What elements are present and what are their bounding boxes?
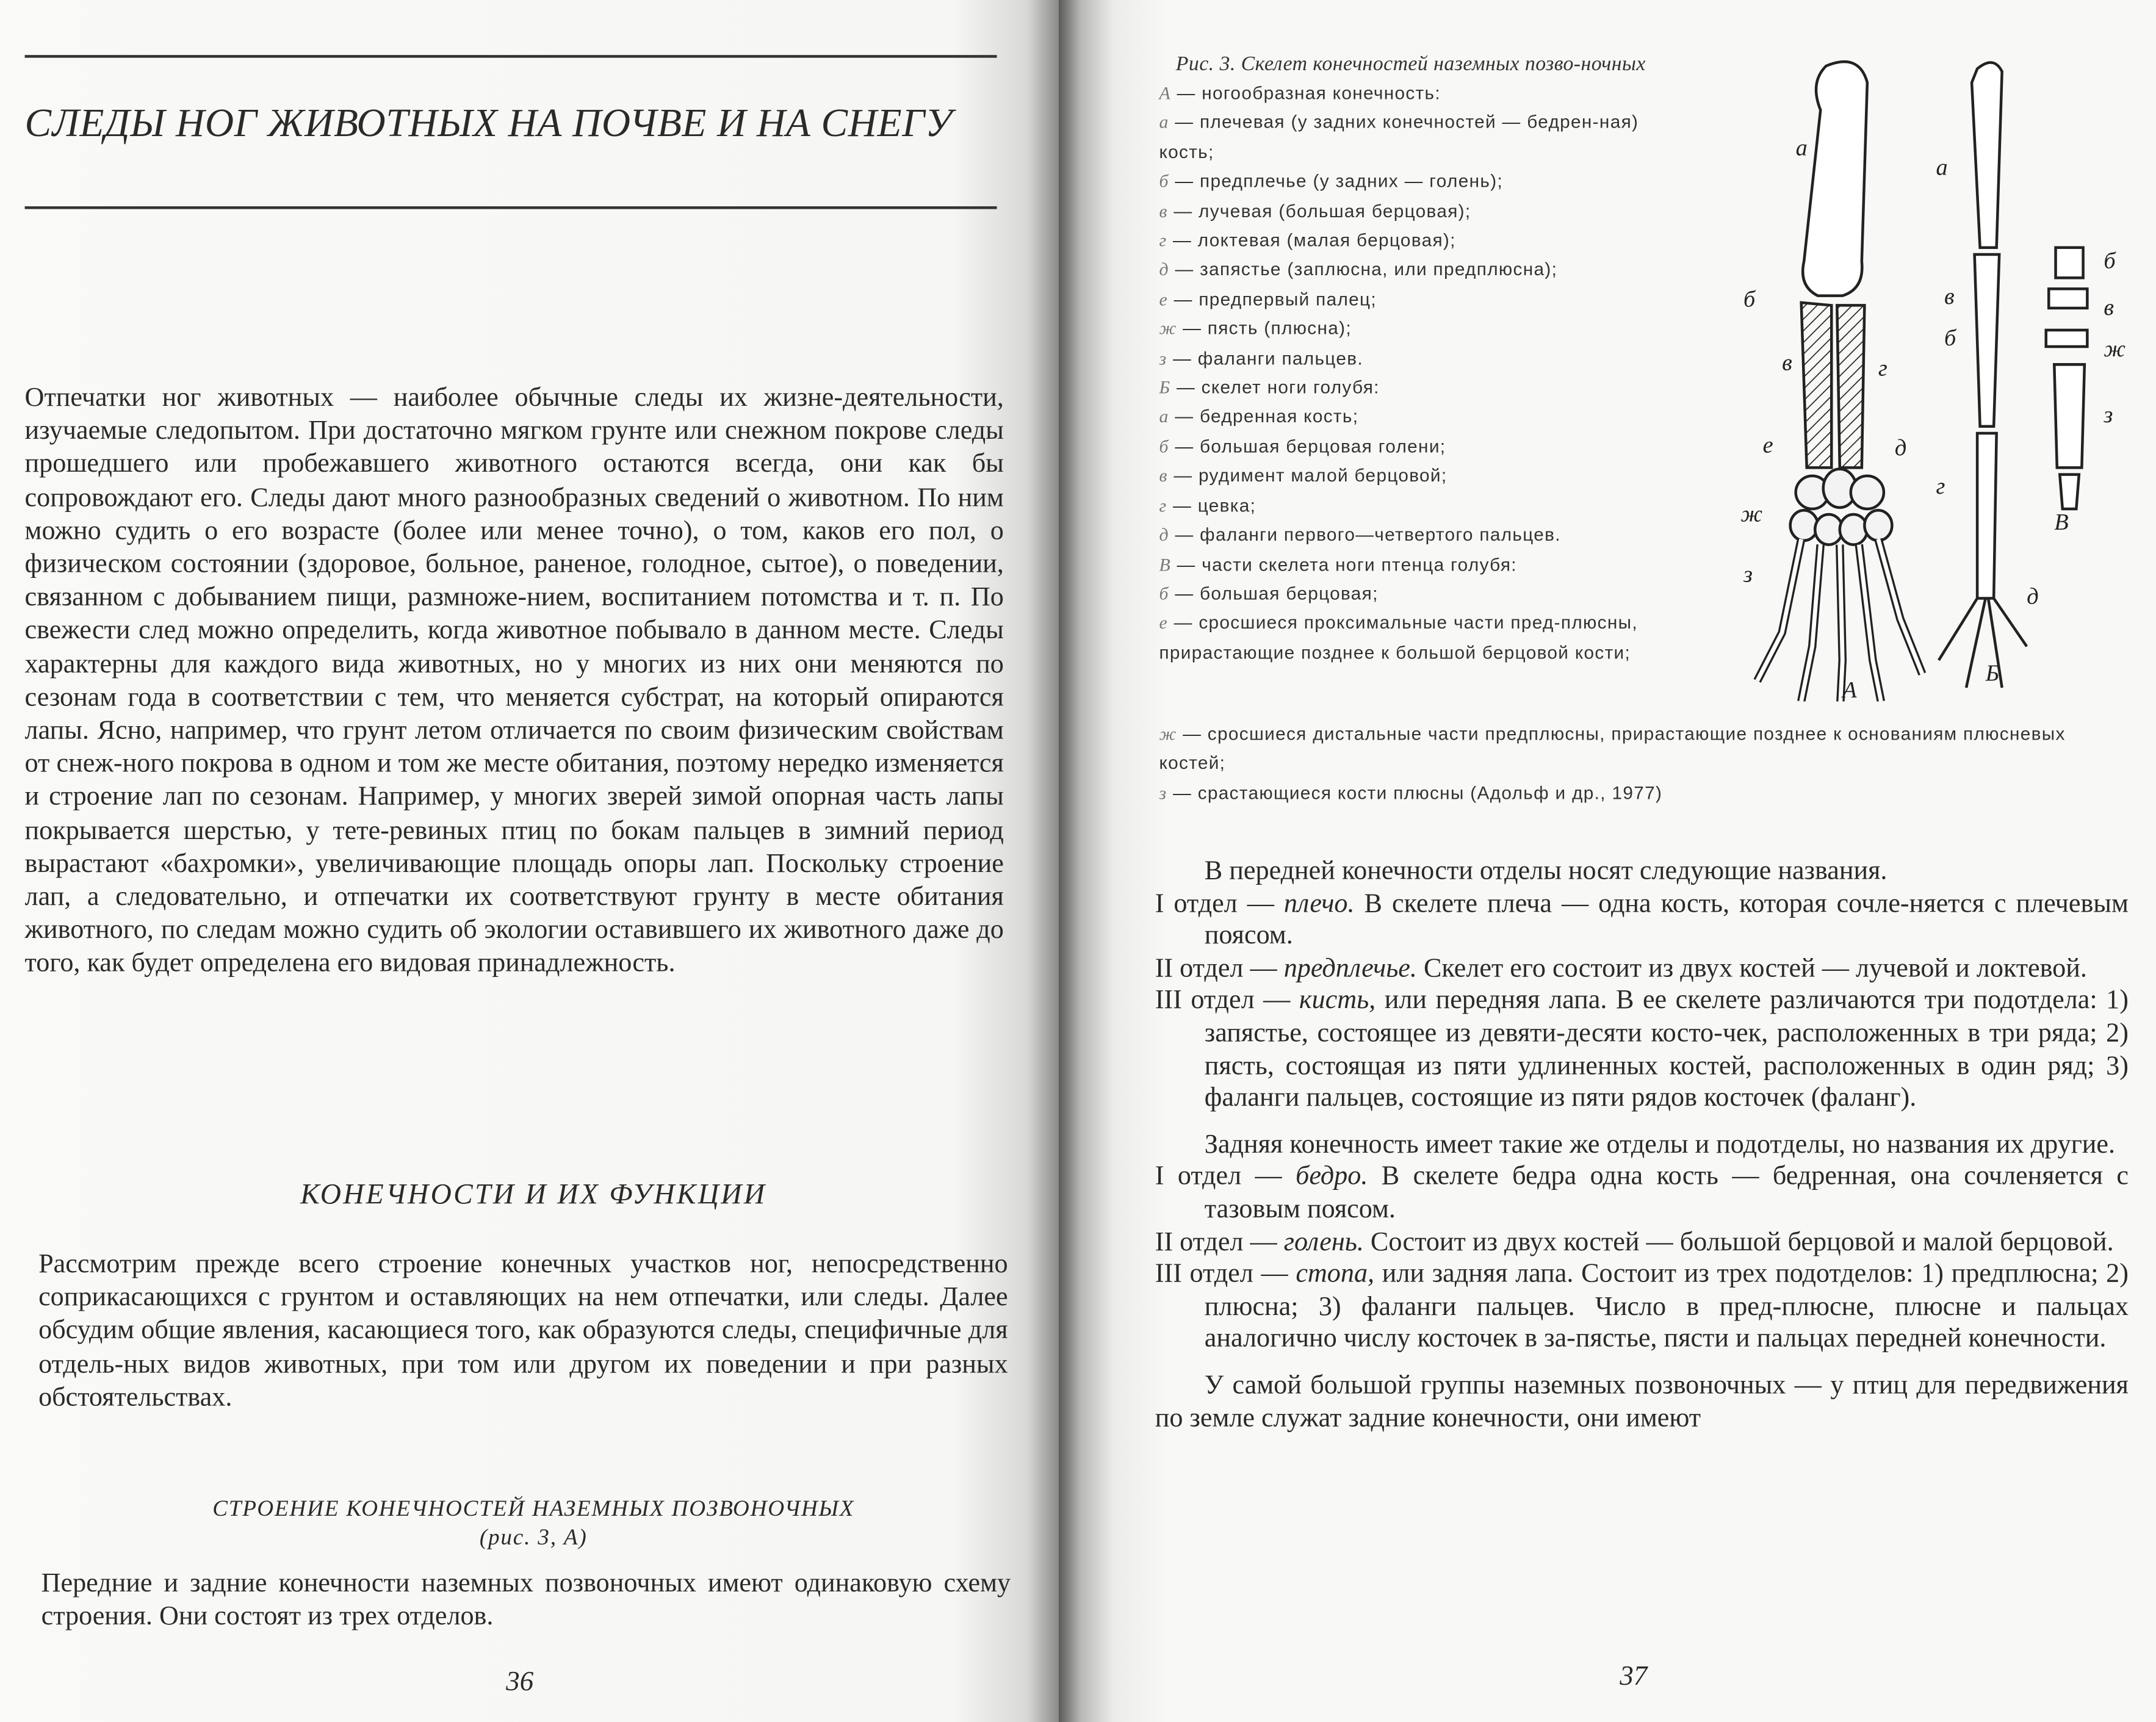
left-page: [0, 0, 1059, 1722]
figure-label: б: [1743, 286, 1756, 312]
caption-key: б: [1159, 583, 1169, 604]
caption-dash: —: [1167, 229, 1198, 251]
section-number: III: [1155, 1259, 1182, 1289]
limb-skeleton-figure: [1705, 55, 2145, 701]
caption-text: сросшиеся дистальные части предплюсны, прирастающие позднее к основаниям плюсневых костей;: [1159, 723, 2066, 774]
caption-item: [1159, 520, 1662, 549]
section-head: отдел —: [1191, 986, 1299, 1016]
caption-key: Б: [1159, 376, 1171, 398]
hind-intro: Задняя конечность имеет такие же отделы и подотделы, но названия их другие.: [1204, 1130, 2116, 1159]
section-head: отдел —: [1177, 1162, 1296, 1192]
section-text: или задняя лапа. Состоит из трех подотделов: 1) предплюсна; 2) плюсна; 3) фаланги пальцев. Число в пред-плюсне, плюсне и пальцах аналогично числу косточек в за-пястье, пясти и пальцах передней конечности.: [1204, 1259, 2129, 1354]
figure-label: а: [1795, 134, 1808, 161]
caption-key: а: [1159, 406, 1169, 427]
section-item: [1155, 953, 2129, 985]
caption-item: [1159, 431, 1662, 461]
forelimb-text: [1155, 856, 2129, 1435]
caption-key: з: [1159, 782, 1167, 803]
caption-item: [1159, 78, 1662, 107]
caption-text: скелет ноги голубя:: [1201, 376, 1380, 398]
caption-dash: —: [1169, 406, 1200, 427]
caption-key: д: [1159, 524, 1169, 545]
caption-item: [1159, 226, 1662, 255]
section-item: [1155, 985, 2129, 1115]
section-item: [1155, 888, 2129, 953]
caption-text: большая берцовая;: [1200, 583, 1379, 604]
caption-item: [1159, 196, 1662, 225]
caption-text: бедренная кость;: [1199, 406, 1359, 427]
figure-label: в: [1944, 283, 1955, 310]
section-term: плечо.: [1283, 889, 1355, 918]
section-term: стопа,: [1296, 1259, 1375, 1289]
section-item: [1155, 1259, 2129, 1356]
caption-item: [1159, 108, 1662, 167]
caption-dash: —: [1170, 553, 1202, 575]
caption-key: В: [1159, 553, 1171, 575]
figure-reference: (рис. 3, А): [479, 1524, 588, 1551]
figure-label: ж: [1740, 500, 1763, 527]
caption-dash: —: [1167, 782, 1198, 803]
caption-text: плечевая (у задних конечностей — бедрен-ная) кость;: [1159, 112, 1639, 162]
caption-dash: —: [1168, 288, 1199, 309]
section-number: III: [1155, 986, 1182, 1016]
caption-text: цевка;: [1197, 494, 1256, 516]
subsection-title: [25, 1494, 1042, 1552]
section-item: [1155, 1161, 2129, 1226]
caption-dash: —: [1167, 347, 1198, 369]
section-paragraph: [38, 1249, 1008, 1416]
caption-text: большая берцовая голени;: [1200, 436, 1446, 457]
caption-text: пясть (плюсна);: [1207, 318, 1352, 339]
forelimb-sections: [1155, 888, 2129, 1115]
section-term: кисть,: [1299, 986, 1376, 1016]
figure-label: д: [1894, 434, 1907, 461]
section-head: отдел —: [1180, 954, 1284, 984]
caption-key: г: [1159, 229, 1167, 251]
section-text: Скелет его состоит из двух костей — лучевой и локтевой.: [1416, 954, 2087, 984]
paragraph-text: Рассмотрим прежде всего строение конечных участков ног, непосредственно соприкасающихся с грунтом и оставляющих на нем отпечатки, или следы. Далее обсудим общие явления, касающиеся того, как образуются следы, специфичные для отдель-ных видов животных, при том или другом их поведении и при разных обстоятельствах.: [38, 1250, 1008, 1413]
caption-item: [1159, 373, 1662, 402]
caption-key: в: [1159, 200, 1168, 222]
subsection-title-text: СТРОЕНИЕ КОНЕЧНОСТЕЙ НАЗЕМНЫХ ПОЗВОНОЧНЫХ: [212, 1495, 855, 1521]
caption-item: [1159, 167, 1662, 196]
caption-key: б: [1159, 436, 1169, 457]
figure-label: з: [2104, 402, 2113, 428]
figure-label: а: [1936, 154, 1948, 181]
caption-key: е: [1159, 612, 1169, 633]
intro-paragraph: [25, 383, 1004, 982]
figure-caption-items: [1159, 78, 1662, 667]
caption-dash: —: [1170, 82, 1202, 104]
caption-text: сросшиеся проксимальные части пред-плюсны, прирастающие позднее к большой берцовой кости;: [1159, 612, 1638, 663]
caption-item: [1159, 344, 1662, 373]
caption-key: г: [1159, 494, 1167, 516]
figure-label: В: [2054, 508, 2069, 535]
caption-key: А: [1159, 82, 1171, 104]
page-number: 37: [1620, 1661, 1648, 1692]
caption-item: [1159, 314, 1662, 343]
figure-label: г: [1878, 355, 1887, 381]
top-rule: [25, 55, 997, 57]
pigeon-leg-skeleton: [1939, 62, 2027, 688]
caption-key: а: [1159, 112, 1169, 133]
figure-label: в: [1782, 349, 1792, 376]
caption-text: фаланги пальцев.: [1197, 347, 1363, 369]
figure-label: д: [2027, 583, 2039, 610]
caption-item: [1159, 719, 2129, 778]
subsection-paragraph: [41, 1568, 1011, 1635]
figure-label: А: [1842, 676, 1857, 703]
title-rule: [25, 206, 997, 208]
forelimb-skeleton: [1758, 62, 1922, 701]
section-head: отдел —: [1189, 1259, 1296, 1289]
caption-item: [1159, 549, 1662, 578]
section-term: бедро.: [1296, 1162, 1368, 1192]
intro-line: В передней конечности отделы носят следующие названия.: [1204, 857, 1887, 886]
caption-dash: —: [1169, 170, 1200, 192]
caption-key: б: [1159, 170, 1169, 192]
figure-label: е: [1762, 431, 1773, 458]
caption-dash: —: [1169, 259, 1200, 280]
caption-text: запястье (заплюсна, или предплюсна);: [1200, 259, 1558, 280]
chick-leg-parts: [2046, 248, 2088, 509]
section-text: Состоит из двух костей — большой берцовой и малой берцовой.: [1363, 1227, 2114, 1257]
caption-text: лучевая (большая берцовая);: [1199, 200, 1471, 222]
caption-item: [1159, 461, 1662, 491]
figure-label: ж: [2104, 335, 2126, 362]
caption-dash: —: [1169, 524, 1200, 545]
figure-caption-title: Рис. 3. Скелет конечностей наземных позво-ночных: [1175, 53, 1646, 76]
caption-item: [1159, 608, 1662, 667]
section-number: I: [1155, 1162, 1164, 1192]
section-item: [1155, 1227, 2129, 1259]
paragraph-text: Отпечатки ног животных — наиболее обычные следы их жизне-деятельности, изучаемые следопытом. При достаточно мягком грунте или снежном покрове следы прошедшего или пробежавшего животного остаются всегда, они как бы сопровождают его. Следы дают много разнообразных сведений о животном. По ним можно судить о его возрасте (более или менее точно), о том, каков его пол, о физическом состоянии (здоровое, больное, раненое, голодное, сытое), о поведении, связанном с добыванием пищи, размноже-нием, воспитанием потомства и т. п. По свежести след можно определить, когда животное побывало в данном месте. Следы характерны для каждого вида животных, но у многих из них они меняются по сезонам года в соответствии с тем, что меняется субстрат, на который опираются лапы. Ясно, например, что грунт летом отличается по своим физическим свойствам от снеж-ного покрова в одном и том же месте обитания, поэтому нередко изменяется и строение лап по сезонам. Например, у многих зверей зимой опорная часть лапы покрывается шерстью, у тете-ревиных птиц по бокам пальцев в зимний период вырастают «бахромки», увеличивающие площадь опоры лап. Поскольку строение лап, а следовательно, и отпечатки их соответствуют грунту в месте обитания животного, по следам можно судить об экологии оставившего их животного даже до того, как будет определена его видовая принадлежность.: [24, 383, 1004, 979]
caption-item: [1159, 579, 1662, 608]
caption-text: части скелета ноги птенца голубя:: [1202, 553, 1517, 575]
caption-key: ж: [1159, 318, 1177, 339]
caption-dash: —: [1168, 612, 1199, 633]
section-term: предплечье.: [1283, 954, 1417, 984]
section-number: I: [1155, 889, 1164, 918]
caption-text: ногообразная конечность:: [1202, 82, 1441, 104]
caption-text: предплечье (у задних — голень);: [1200, 170, 1504, 192]
figure-caption: [1159, 52, 1662, 668]
section-text: В скелете плеча — одна кость, которая сочле-няется с плечевым поясом.: [1204, 889, 2129, 951]
caption-dash: —: [1167, 494, 1198, 516]
figure-label: г: [1936, 473, 1945, 500]
caption-key: д: [1159, 259, 1169, 280]
section-head: отдел —: [1174, 889, 1284, 918]
page-number: 36: [506, 1666, 534, 1698]
section-number: II: [1155, 954, 1174, 984]
caption-dash: —: [1167, 465, 1199, 486]
caption-key: ж: [1159, 723, 1177, 744]
caption-key: в: [1159, 465, 1168, 486]
figure-label: б: [2104, 247, 2116, 274]
section-term: голень.: [1283, 1227, 1364, 1257]
figure-label: б: [1944, 324, 1956, 351]
caption-text: фаланги первого—четвертого пальцев.: [1200, 524, 1561, 545]
section-number: II: [1155, 1227, 1174, 1257]
caption-dash: —: [1169, 112, 1200, 133]
caption-item: [1159, 402, 1662, 431]
caption-dash: —: [1167, 200, 1199, 222]
caption-item: [1159, 284, 1662, 314]
caption-dash: —: [1169, 436, 1200, 457]
section-head: отдел —: [1180, 1227, 1284, 1257]
caption-key: е: [1159, 288, 1169, 309]
caption-dash: —: [1177, 723, 1208, 744]
section-text: или передняя лапа. В ее скелете различаются три подотдела: 1) запястье, состоящее из девяти-десяти косто-чек, расположенных в три ряда; 2) пясть, состоящая из пяти удлиненных костей, расположенных в один ряд; 3) фаланги пальцев, состоящие из пяти рядов косточек (фаланг).: [1204, 986, 2129, 1113]
caption-key: з: [1159, 347, 1167, 369]
caption-text: рудимент малой берцовой;: [1199, 465, 1448, 486]
caption-text: предпервый палец;: [1199, 288, 1377, 309]
figure-label: в: [2104, 294, 2115, 321]
caption-dash: —: [1170, 376, 1202, 398]
paragraph-text: Передние и задние конечности наземных позвоночных имеют одинаковую схему строения. Они состоят из трех отделов.: [41, 1569, 1011, 1632]
figure-caption-tail: [1159, 719, 2129, 808]
caption-item: [1159, 778, 2129, 807]
section-title: КОНЕЧНОСТИ И ИХ ФУНКЦИИ: [300, 1177, 767, 1211]
caption-item: [1159, 255, 1662, 284]
caption-dash: —: [1177, 318, 1208, 339]
caption-item: [1159, 491, 1662, 520]
section-text: В скелете бедра одна кость — бедренная, она сочленяется с тазовым поясом.: [1204, 1162, 2129, 1224]
final-paragraph: У самой большой группы наземных позвоночных — у птиц для передвижения по земле служат задние конечности, они имеют: [1155, 1371, 2129, 1433]
hindlimb-sections: [1155, 1161, 2129, 1356]
figure-label: Б: [1985, 660, 2000, 686]
caption-text: срастающиеся кости плюсны (Адольф и др., 1977): [1197, 782, 1663, 803]
chapter-title: СЛЕДЫ НОГ ЖИВОТНЫХ НА ПОЧВЕ И НА СНЕГУ: [24, 101, 953, 146]
figure-label: з: [1743, 561, 1753, 588]
caption-text: локтевая (малая берцовая);: [1197, 229, 1456, 251]
caption-dash: —: [1169, 583, 1200, 604]
